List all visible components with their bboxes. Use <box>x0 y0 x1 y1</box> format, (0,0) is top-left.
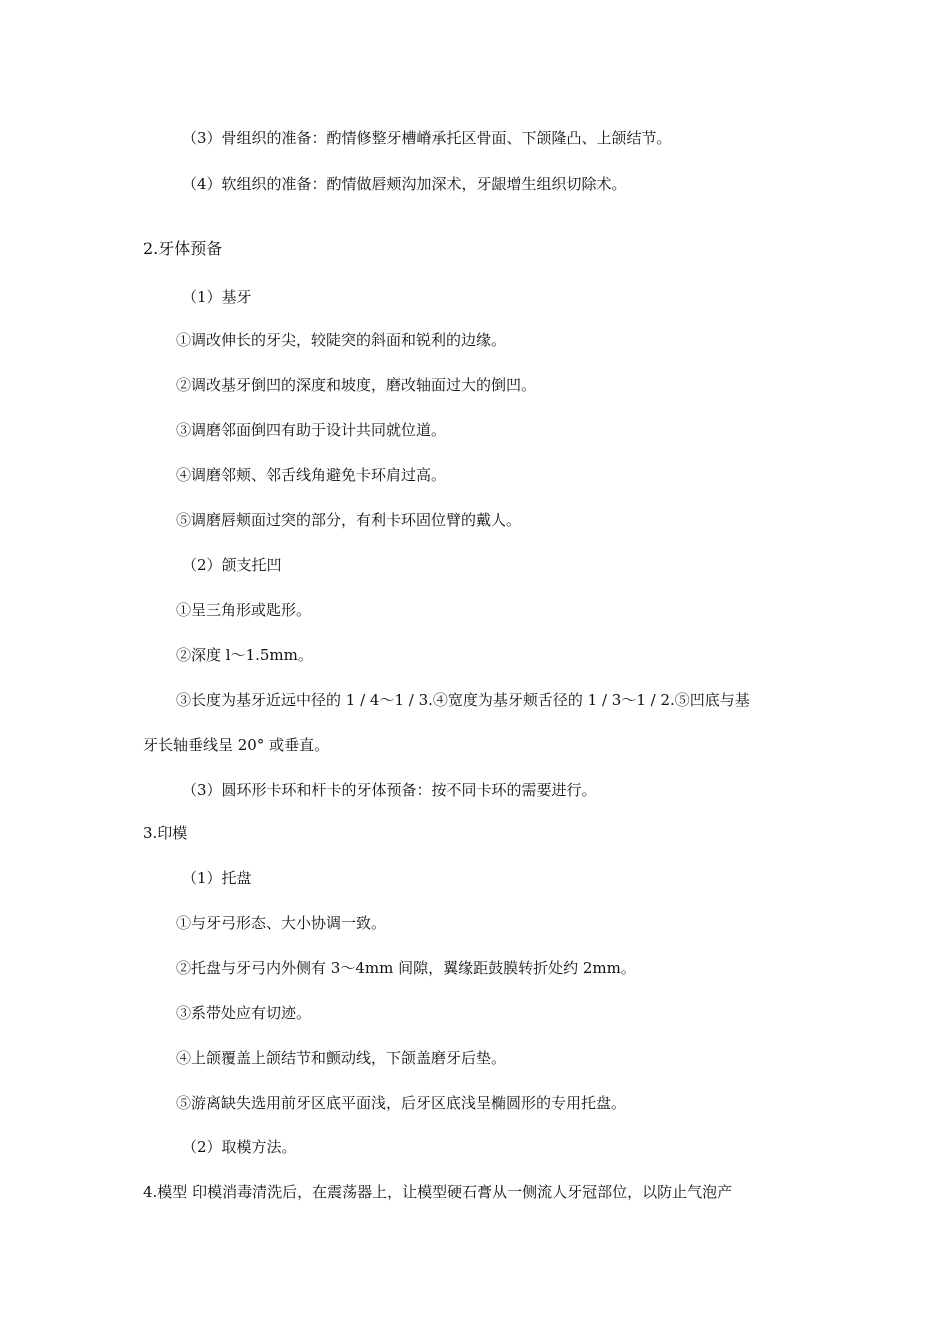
subheading-clasp-prep: （3）圆环形卡环和杆卡的牙体预备：按不同卡环的需要进行。 <box>182 781 597 799</box>
list-item: ⑤调磨唇颊面过突的部分，有利卡环固位臂的戴人。 <box>176 511 522 529</box>
subheading-impression-method: （2）取模方法。 <box>182 1138 297 1156</box>
list-item: ④上颌覆盖上颌结节和颤动线，下颌盖磨牙后垫。 <box>176 1049 507 1067</box>
subheading-abutment: （1）基牙 <box>182 288 252 306</box>
paragraph-rest-dimensions: ③长度为基牙近远中径的 1 / 4～1 / 3.④宽度为基牙颊舌径的 1 / 3～1 / 2.⑤凹底与基 <box>176 691 750 709</box>
section-heading-model: 4.模型 印模消毒清洗后，在震荡器上，让模型硬石膏从一侧流人牙冠部位，以防止气泡产 <box>143 1183 733 1201</box>
section-heading-tooth-prep: 2.牙体预备 <box>143 239 223 258</box>
list-item: ④调磨邻颊、邻舌线角避免卡环肩过高。 <box>176 466 447 484</box>
section-heading-impression: 3.印模 <box>143 824 188 842</box>
paragraph-bone-prep: （3）骨组织的准备：酌情修整牙槽嵴承托区骨面、下颌隆凸、上颌结节。 <box>182 129 672 147</box>
subheading-rest-seat: （2）颌支托凹 <box>182 556 282 574</box>
list-item: ②深度 l～1.5mm。 <box>176 646 313 664</box>
list-item: ③调磨邻面倒四有助于设计共同就位道。 <box>176 421 447 439</box>
list-item: ②托盘与牙弓内外侧有 3～4mm 间隙，翼缘距鼓膜转折处约 2mm。 <box>176 959 636 977</box>
list-item: ②调改基牙倒凹的深度和坡度，磨改轴面过大的倒凹。 <box>176 376 537 394</box>
list-item: ①调改伸长的牙尖，较陡突的斜面和锐利的边缘。 <box>176 331 507 349</box>
list-item: ③系带处应有切迹。 <box>176 1004 312 1022</box>
paragraph-soft-tissue-prep: （4）软组织的准备：酌情做唇颊沟加深术，牙龈增生组织切除术。 <box>182 175 627 193</box>
list-item: ⑤游离缺失选用前牙区底平面浅，后牙区底浅呈椭圆形的专用托盘。 <box>176 1094 627 1112</box>
subheading-tray: （1）托盘 <box>182 869 252 887</box>
list-item: ①呈三角形或匙形。 <box>176 601 312 619</box>
list-item: ①与牙弓形态、大小协调一致。 <box>176 914 387 932</box>
paragraph-continuation: 牙长轴垂线呈 20° 或垂直。 <box>143 736 330 754</box>
